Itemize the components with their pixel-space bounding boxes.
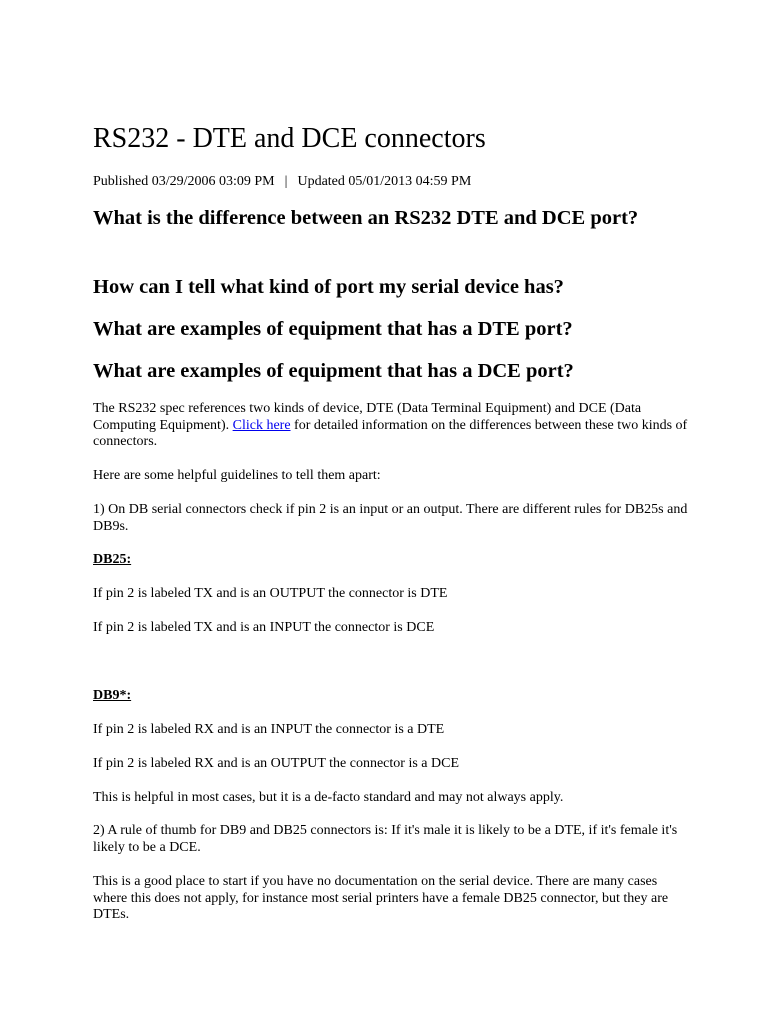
- question-dce-examples: What are examples of equipment that has a DCE port?: [93, 360, 574, 382]
- db9-heading: DB9*:: [93, 688, 132, 703]
- intro-text-continued: for detailed information on the differences between these two kinds of connectors.: [93, 417, 688, 449]
- rule-two-paragraph: 2) A rule of thumb for DB9 and DB25 connectors is: If it's male it is likely to be a DTE, if it's female it's likely to be a DCE.: [93, 823, 678, 855]
- db9-dce-rule: If pin 2 is labeled RX and is an OUTPUT the connector is a DCE: [93, 756, 460, 771]
- note-paragraph: This is helpful in most cases, but it is a de-facto standard and may not always apply.: [93, 790, 564, 805]
- updated-date: Updated 05/01/2013 04:59 PM: [297, 174, 472, 189]
- db9-dte-rule: If pin 2 is labeled RX and is an INPUT the connector is a DTE: [93, 722, 445, 737]
- page-title: RS232 - DTE and DCE connectors: [93, 123, 486, 154]
- publish-info: [93, 173, 471, 191]
- db25-dce-rule: If pin 2 is labeled TX and is an INPUT the connector is DCE: [93, 620, 435, 635]
- details-link[interactable]: Click here: [232, 417, 291, 433]
- intro-text: The RS232 spec references two kinds of device, DTE (Data Terminal Equipment) and DCE (Data Computing Equipment).: [93, 401, 642, 433]
- question-dte-dce-difference: What is the difference between an RS232 DTE and DCE port?: [93, 207, 639, 229]
- closing-paragraph: This is a good place to start if you have no documentation on the serial device. There are many cases where this does not apply, for instance most serial printers have a female DB25 connector, but they are DTEs.: [93, 874, 669, 922]
- db25-dte-rule: If pin 2 is labeled TX and is an OUTPUT the connector is DTE: [93, 586, 448, 601]
- rule-one-paragraph: 1) On DB serial connectors check if pin 2 is an input or an output. There are different rules for DB25s and DB9s.: [93, 502, 688, 534]
- intro-paragraph: [93, 401, 688, 451]
- published-date: Published 03/29/2006 03:09 PM: [93, 174, 275, 189]
- db25-heading: DB25:: [93, 552, 132, 567]
- guidelines-paragraph: Here are some helpful guidelines to tell them apart:: [93, 468, 381, 483]
- question-port-type: How can I tell what kind of port my serial device has?: [93, 276, 564, 298]
- question-dte-examples: What are examples of equipment that has a DTE port?: [93, 318, 573, 340]
- meta-separator: |: [284, 174, 288, 189]
